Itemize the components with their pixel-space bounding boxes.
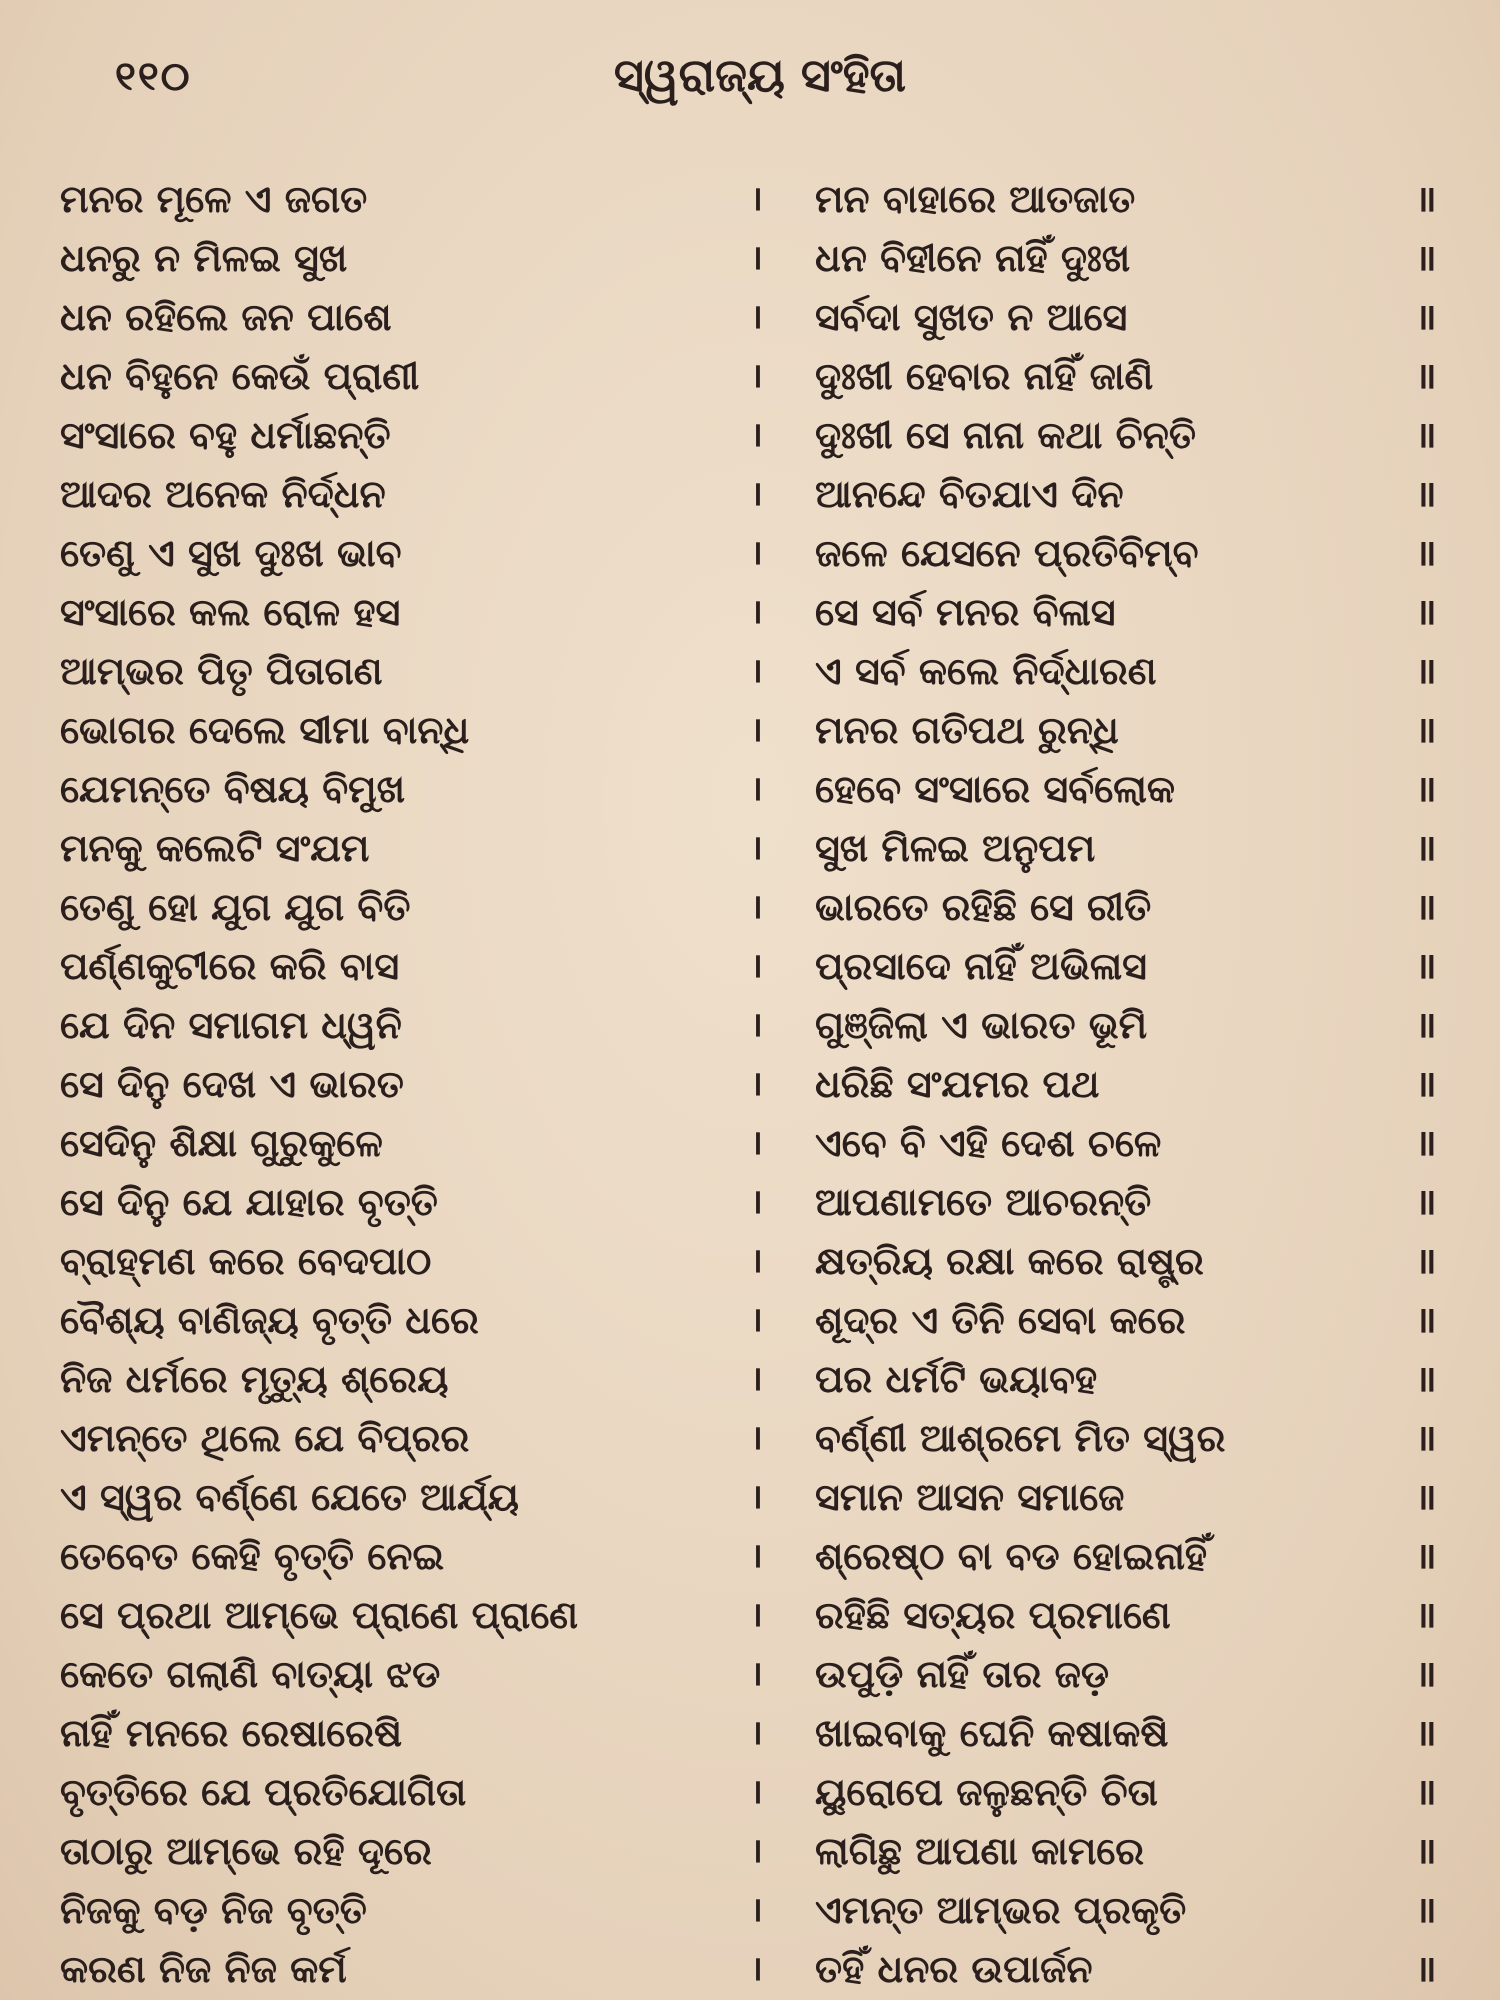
- verse-first-half: ଧନ ରହିଲେ ଜନ ପାଶେ: [60, 295, 392, 339]
- half-verse-separator: ।: [750, 592, 763, 632]
- verse-end-separator: ॥: [1415, 946, 1435, 987]
- verse-second-half: ଧନ ବିହୀନେ ନାହିଁ ଦୁଃଖ: [815, 236, 1131, 280]
- verse-second-half: ମନର ଗତିପଥ ରୁନ୍ଧି: [815, 708, 1119, 752]
- verse-first-half: ତେଣୁ ହୋ ଯୁଗ ଯୁଗ ବିତି: [60, 885, 411, 929]
- half-verse-separator: ।: [750, 415, 763, 455]
- verse-row: [60, 1763, 1460, 1822]
- half-verse-separator: ।: [750, 1182, 763, 1222]
- verse-row: [60, 996, 1460, 1055]
- verse-second-half: ଉପୁଡ଼ି ନାହିଁ ତାର ଜଡ଼: [815, 1652, 1110, 1696]
- verse-second-half: ଧରିଛି ସଂଯମର ପଥ: [815, 1062, 1100, 1106]
- verse-second-half: ଆପଣାମତେ ଆଚରନ୍ତି: [815, 1180, 1152, 1224]
- verse-row: [60, 1468, 1460, 1527]
- verse-first-half: ସେ ଦିନୁ ଯେ ଯାହାର ବୃତ୍ତି: [60, 1180, 438, 1224]
- page-header: [0, 48, 1500, 118]
- verse-first-half: ଯେମନ୍ତେ ବିଷୟ ବିମୁଖ: [60, 767, 406, 811]
- verse-first-half: କେତେ ଗଲାଣି ବାତ୍ୟା ଝଡ: [60, 1652, 441, 1696]
- half-verse-separator: ।: [750, 1123, 763, 1163]
- half-verse-separator: ।: [750, 1064, 763, 1104]
- running-title: ସ୍ୱରାଜ୍ୟ ସଂହିତା: [613, 48, 907, 102]
- verse-second-half: ଶୂଦ୍ର ଏ ତିନି ସେବା କରେ: [815, 1298, 1186, 1342]
- verse-row: [60, 229, 1460, 288]
- verse-end-separator: ॥: [1415, 179, 1435, 220]
- verse-second-half: ଲାଗିଛୁ ଆପଣା କାମରେ: [815, 1829, 1145, 1873]
- half-verse-separator: ।: [750, 1654, 763, 1694]
- verse-end-separator: ॥: [1415, 1359, 1435, 1400]
- verse-list: [60, 170, 1460, 1999]
- verse-second-half: ବର୍ଣ୍ଣୀ ଆଶ୍ରମେ ମିତ ସ୍ୱର: [815, 1416, 1226, 1460]
- verse-row: [60, 406, 1460, 465]
- verse-end-separator: ॥: [1415, 592, 1435, 633]
- verse-end-separator: ॥: [1415, 1418, 1435, 1459]
- verse-end-separator: ॥: [1415, 356, 1435, 397]
- half-verse-separator: ।: [750, 1241, 763, 1281]
- verse-second-half: ଖାଇବାକୁ ଘେନି କଷାକଷି: [815, 1711, 1169, 1755]
- verse-row: [60, 1055, 1460, 1114]
- verse-first-half: ବ୍ରାହ୍ମଣ କରେ ବେଦପାଠ: [60, 1239, 432, 1283]
- verse-row: [60, 819, 1460, 878]
- verse-second-half: ପର ଧର୍ମଟି ଭୟାବହ: [815, 1357, 1098, 1401]
- verse-first-half: ଏ ସ୍ୱର ବର୍ଣ୍ଣେ ଯେତେ ଆର୍ଯ୍ୟ: [60, 1475, 520, 1519]
- verse-first-half: ପର୍ଣ୍ଣକୁଟୀରେ କରି ବାସ: [60, 944, 400, 988]
- verse-end-separator: ॥: [1415, 1477, 1435, 1518]
- verse-first-half: ଧନ ବିହୁନେ କେଉଁ ପ୍ରାଣୀ: [60, 354, 420, 398]
- verse-end-separator: ॥: [1415, 1772, 1435, 1813]
- verse-end-separator: ॥: [1415, 1005, 1435, 1046]
- verse-second-half: ଗୁଞ୍ଜିଲା ଏ ଭାରତ ଭୂମି: [815, 1003, 1148, 1047]
- verse-row: [60, 170, 1460, 229]
- verse-row: [60, 1527, 1460, 1586]
- verse-end-separator: ॥: [1415, 1595, 1435, 1636]
- half-verse-separator: ।: [750, 828, 763, 868]
- verse-second-half: ଜଳେ ଯେସନେ ପ୍ରତିବିମ୍ବ: [815, 531, 1199, 575]
- verse-first-half: ବୃତ୍ତିରେ ଯେ ପ୍ରତିଯୋଗିତା: [60, 1770, 467, 1814]
- verse-second-half: ଶ୍ରେଷ୍ଠ ବା ବଡ ହୋଇନାହିଁ: [815, 1534, 1208, 1578]
- verse-row: [60, 1645, 1460, 1704]
- verse-first-half: ସଂସାରେ ବହୁ ଧର୍ମାଛନ୍ତି: [60, 413, 391, 457]
- verse-end-separator: ॥: [1415, 1300, 1435, 1341]
- verse-first-half: ତେବେତ କେହି ବୃତ୍ତି ନେଇ: [60, 1534, 445, 1578]
- half-verse-separator: ।: [750, 710, 763, 750]
- verse-row: [60, 1822, 1460, 1881]
- verse-row: [60, 760, 1460, 819]
- verse-first-half: ନିଜ ଧର୍ମରେ ମୃତ୍ୟୁ ଶ୍ରେୟ: [60, 1357, 449, 1401]
- verse-end-separator: ॥: [1415, 651, 1435, 692]
- page-number: ୧୧୦: [115, 54, 192, 100]
- verse-first-half: ତାଠାରୁ ଆମ୍ଭେ ରହି ଦୂରେ: [60, 1829, 432, 1873]
- verse-second-half: ସୁଖ ମିଳଇ ଅନୁପମ: [815, 826, 1096, 870]
- half-verse-separator: ।: [750, 1005, 763, 1045]
- verse-end-separator: ॥: [1415, 415, 1435, 456]
- verse-end-separator: ॥: [1415, 1064, 1435, 1105]
- verse-first-half: ଭୋଗର ଦେଲେ ସୀମା ବାନ୍ଧି: [60, 708, 470, 752]
- verse-second-half: ହେବେ ସଂସାରେ ସର୍ବଲୋକ: [815, 767, 1175, 811]
- verse-end-separator: ॥: [1415, 238, 1435, 279]
- verse-end-separator: ॥: [1415, 1182, 1435, 1223]
- verse-end-separator: ॥: [1415, 1890, 1435, 1931]
- verse-end-separator: ॥: [1415, 297, 1435, 338]
- verse-second-half: ଭାରତେ ରହିଛି ସେ ରୀତି: [815, 885, 1152, 929]
- verse-row: [60, 347, 1460, 406]
- verse-second-half: ଦୁଃଖୀ ହେବାର ନାହିଁ ଜାଣି: [815, 354, 1154, 398]
- verse-first-half: ଆଦର ଅନେକ ନିର୍ଦ୍ଧନ: [60, 472, 386, 516]
- verse-first-half: ଧନରୁ ନ ମିଳଇ ସୁଖ: [60, 236, 348, 280]
- verse-row: [60, 288, 1460, 347]
- verse-first-half: ଯେ ଦିନ ସମାଗମ ଧ୍ୱନି: [60, 1003, 402, 1047]
- verse-row: [60, 1881, 1460, 1940]
- half-verse-separator: ।: [750, 533, 763, 573]
- verse-second-half: ତହିଁ ଧନର ଉପାର୍ଜନ: [815, 1947, 1093, 1991]
- verse-row: [60, 1704, 1460, 1763]
- verse-first-half: ନିଜକୁ ବଡ଼ ନିଜ ବୃତ୍ତି: [60, 1888, 367, 1932]
- verse-first-half: ସଂସାରେ କଲ ରୋଳ ହସ: [60, 590, 401, 634]
- verse-row: [60, 642, 1460, 701]
- verse-row: [60, 1940, 1460, 1999]
- half-verse-separator: ।: [750, 238, 763, 278]
- verse-end-separator: ॥: [1415, 1536, 1435, 1577]
- verse-row: [60, 1173, 1460, 1232]
- verse-end-separator: ॥: [1415, 1654, 1435, 1695]
- verse-row: [60, 1350, 1460, 1409]
- half-verse-separator: ।: [750, 1949, 763, 1989]
- half-verse-separator: ।: [750, 474, 763, 514]
- verse-second-half: ଦୁଃଖୀ ସେ ନାନା କଥା ଚିନ୍ତି: [815, 413, 1196, 457]
- verse-row: [60, 937, 1460, 996]
- verse-row: [60, 465, 1460, 524]
- verse-second-half: ଆନନ୍ଦେ ବିତଯାଏ ଦିନ: [815, 472, 1124, 516]
- verse-first-half: ମନର ମୂଳେ ଏ ଜଗତ: [60, 177, 368, 221]
- verse-first-half: ଆମ୍ଭର ପିତୃ ପିତାଗଣ: [60, 649, 383, 693]
- verse-row: [60, 1232, 1460, 1291]
- verse-second-half: ମନ ବାହାରେ ଆତଜାତ: [815, 177, 1136, 221]
- verse-first-half: ମନକୁ କଲେଟି ସଂଯମ: [60, 826, 370, 870]
- verse-end-separator: ॥: [1415, 1123, 1435, 1164]
- half-verse-separator: ।: [750, 1831, 763, 1871]
- verse-end-separator: ॥: [1415, 1831, 1435, 1872]
- verse-second-half: ସେ ସର୍ବ ମନର ବିଳାସ: [815, 590, 1116, 634]
- verse-second-half: କ୍ଷତ୍ରିୟ ରକ୍ଷା କରେ ରାଷ୍ଟ୍ର: [815, 1239, 1204, 1283]
- verse-row: [60, 583, 1460, 642]
- half-verse-separator: ।: [750, 1418, 763, 1458]
- verse-first-half: ସେ ପ୍ରଥା ଆମ୍ଭେ ପ୍ରାଣେ ପ୍ରାଣେ: [60, 1593, 579, 1637]
- half-verse-separator: ।: [750, 1477, 763, 1517]
- half-verse-separator: ।: [750, 1595, 763, 1635]
- verse-second-half: ସର୍ବଦା ସୁଖତ ନ ଆସେ: [815, 295, 1128, 339]
- verse-first-half: ବୈଶ୍ୟ ବାଣିଜ୍ୟ ବୃତ୍ତି ଧରେ: [60, 1298, 479, 1342]
- verse-first-half: ସେଦିନୁ ଶିକ୍ଷା ଗୁରୁକୁଳେ: [60, 1121, 383, 1165]
- verse-row: [60, 1409, 1460, 1468]
- verse-second-half: ୟୁରୋପେ ଜଳୁଛନ୍ତି ଚିତା: [815, 1770, 1158, 1814]
- verse-second-half: ସମାନ ଆସନ ସମାଜେ: [815, 1475, 1125, 1519]
- half-verse-separator: ।: [750, 1300, 763, 1340]
- verse-first-half: ତେଣୁ ଏ ସୁଖ ଦୁଃଖ ଭାବ: [60, 531, 402, 575]
- half-verse-separator: ।: [750, 179, 763, 219]
- verse-second-half: ଏ ସର୍ବ କଲେ ନିର୍ଦ୍ଧାରଣ: [815, 649, 1157, 693]
- verse-second-half: ରହିଛି ସତ୍ୟର ପ୍ରମାଣେ: [815, 1593, 1171, 1637]
- half-verse-separator: ।: [750, 1359, 763, 1399]
- half-verse-separator: ।: [750, 1890, 763, 1930]
- verse-first-half: ସେ ଦିନୁ ଦେଖ ଏ ଭାରତ: [60, 1062, 404, 1106]
- half-verse-separator: ।: [750, 946, 763, 986]
- verse-row: [60, 1291, 1460, 1350]
- verse-end-separator: ॥: [1415, 474, 1435, 515]
- verse-end-separator: ॥: [1415, 887, 1435, 928]
- half-verse-separator: ।: [750, 651, 763, 691]
- verse-row: [60, 701, 1460, 760]
- half-verse-separator: ।: [750, 356, 763, 396]
- half-verse-separator: ।: [750, 1713, 763, 1753]
- half-verse-separator: ।: [750, 887, 763, 927]
- verse-end-separator: ॥: [1415, 1949, 1435, 1990]
- verse-row: [60, 524, 1460, 583]
- verse-row: [60, 1114, 1460, 1173]
- verse-end-separator: ॥: [1415, 1713, 1435, 1754]
- verse-first-half: ଏମନ୍ତେ ଥିଲେ ଯେ ବିପ୍ରର: [60, 1416, 470, 1460]
- verse-second-half: ଏବେ ବି ଏହି ଦେଶ ଚଳେ: [815, 1121, 1162, 1165]
- verse-second-half: ପ୍ରସାଦେ ନାହିଁ ଅଭିଳାସ: [815, 944, 1147, 988]
- verse-first-half: କରଣ ନିଜ ନିଜ କର୍ମ: [60, 1947, 347, 1991]
- verse-end-separator: ॥: [1415, 533, 1435, 574]
- verse-end-separator: ॥: [1415, 710, 1435, 751]
- half-verse-separator: ।: [750, 769, 763, 809]
- half-verse-separator: ।: [750, 1536, 763, 1576]
- verse-second-half: ଏମନ୍ତ ଆମ୍ଭର ପ୍ରକୃତି: [815, 1888, 1187, 1932]
- verse-row: [60, 1586, 1460, 1645]
- verse-row: [60, 878, 1460, 937]
- verse-end-separator: ॥: [1415, 1241, 1435, 1282]
- half-verse-separator: ।: [750, 1772, 763, 1812]
- verse-end-separator: ॥: [1415, 828, 1435, 869]
- verse-end-separator: ॥: [1415, 769, 1435, 810]
- verse-first-half: ନାହିଁ ମନରେ ରେଷାରେଷି: [60, 1711, 403, 1755]
- half-verse-separator: ।: [750, 297, 763, 337]
